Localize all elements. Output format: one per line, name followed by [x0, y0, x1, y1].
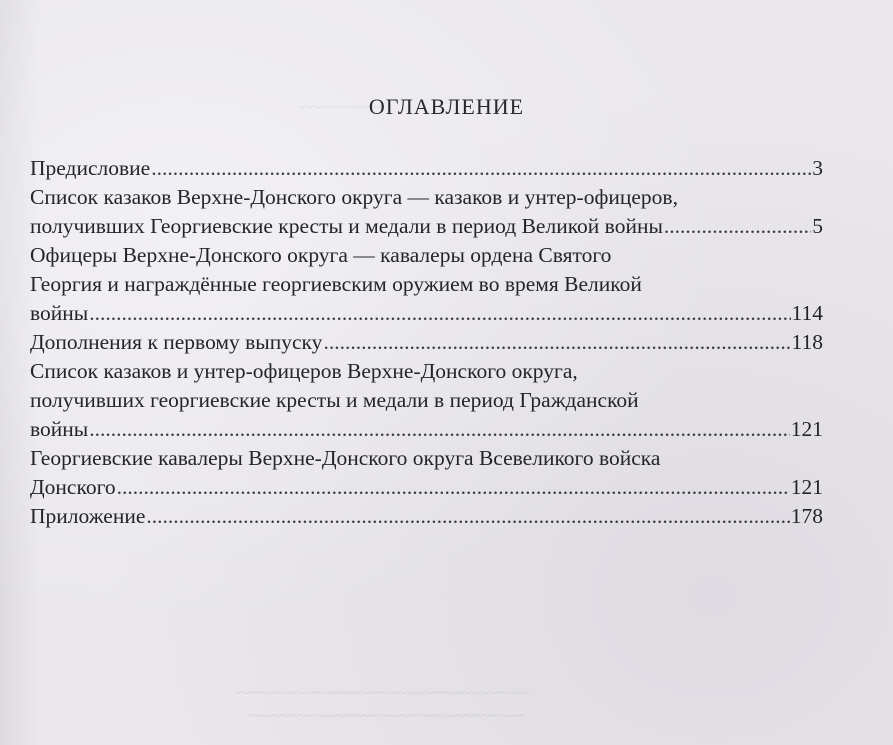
toc-entry-line: Офицеры Верхне-Донского округа — кавалеры ордена Святого: [30, 243, 612, 267]
toc-entry-title: получивших Георгиевские кресты и медали в период Великой войны: [30, 214, 663, 238]
toc-entry-last-line: [30, 473, 823, 502]
dot-leader: [664, 212, 811, 241]
toc-entry-title: Донского: [30, 475, 116, 499]
toc-entry-title: Приложение: [30, 504, 146, 528]
toc-entry-title: войны: [30, 301, 89, 325]
show-through-text: ~~~~~~~~~~: [300, 100, 382, 116]
toc-entry-title: Дополнения к первому выпуску: [30, 330, 323, 354]
toc-entry-last-line: [30, 415, 823, 444]
toc-page-number: 121: [790, 417, 823, 441]
toc-entry: [30, 241, 823, 328]
toc-entry: [30, 328, 823, 357]
toc-entry-last-line: [30, 502, 823, 531]
toc-page-number: 114: [791, 301, 823, 325]
toc-entry: [30, 183, 823, 241]
toc-page-number: 118: [791, 330, 823, 354]
toc-entry-line: Список казаков и унтер-офицеров Верхне-Донского округа,: [30, 359, 578, 383]
toc-entry-line: Георгия и награждённые георгиевским оружием во время Великой: [30, 272, 642, 296]
toc-entry: [30, 154, 823, 183]
toc-entry-title: Предисловие: [30, 156, 151, 180]
toc-entry: [30, 444, 823, 502]
toc-page-number: 121: [790, 475, 823, 499]
toc-entry-last-line: [30, 299, 823, 328]
dot-leader: [323, 328, 790, 357]
dot-leader: [117, 473, 790, 502]
toc-entry: [30, 502, 823, 531]
toc-entry-title: войны: [30, 417, 89, 441]
toc-entry-last-line: [30, 212, 823, 241]
dot-leader: [89, 299, 790, 328]
show-through-text: ~~~~~~~~~~~~~~~~~~~~~~~~~~~~~~: [248, 706, 524, 725]
toc-entry-last-line: [30, 328, 823, 357]
toc-page-number: 178: [790, 504, 823, 528]
toc-page-number: 5: [812, 214, 823, 238]
toc-entry-line: получивших георгиевские кресты и медали в период Гражданской: [30, 388, 639, 412]
dot-leader: [89, 415, 790, 444]
toc-entry: [30, 357, 823, 444]
show-through-text: ~~~~~~~~~~~~~~~~~~~~~~~~~~~~~~~~: [235, 683, 530, 702]
table-of-contents: [30, 154, 823, 531]
toc-page-number: 3: [812, 156, 823, 180]
page-title: ОГЛАВЛЕНИЕ: [368, 94, 525, 119]
toc-entry-line: Список казаков Верхне-Донского округа — казаков и унтер-офицеров,: [30, 185, 678, 209]
dot-leader: [146, 502, 789, 531]
toc-entry-line: Георгиевские кавалеры Верхне-Донского округа Всевеликого войска: [30, 446, 661, 470]
toc-entry-last-line: [30, 154, 823, 183]
dot-leader: [151, 154, 811, 183]
